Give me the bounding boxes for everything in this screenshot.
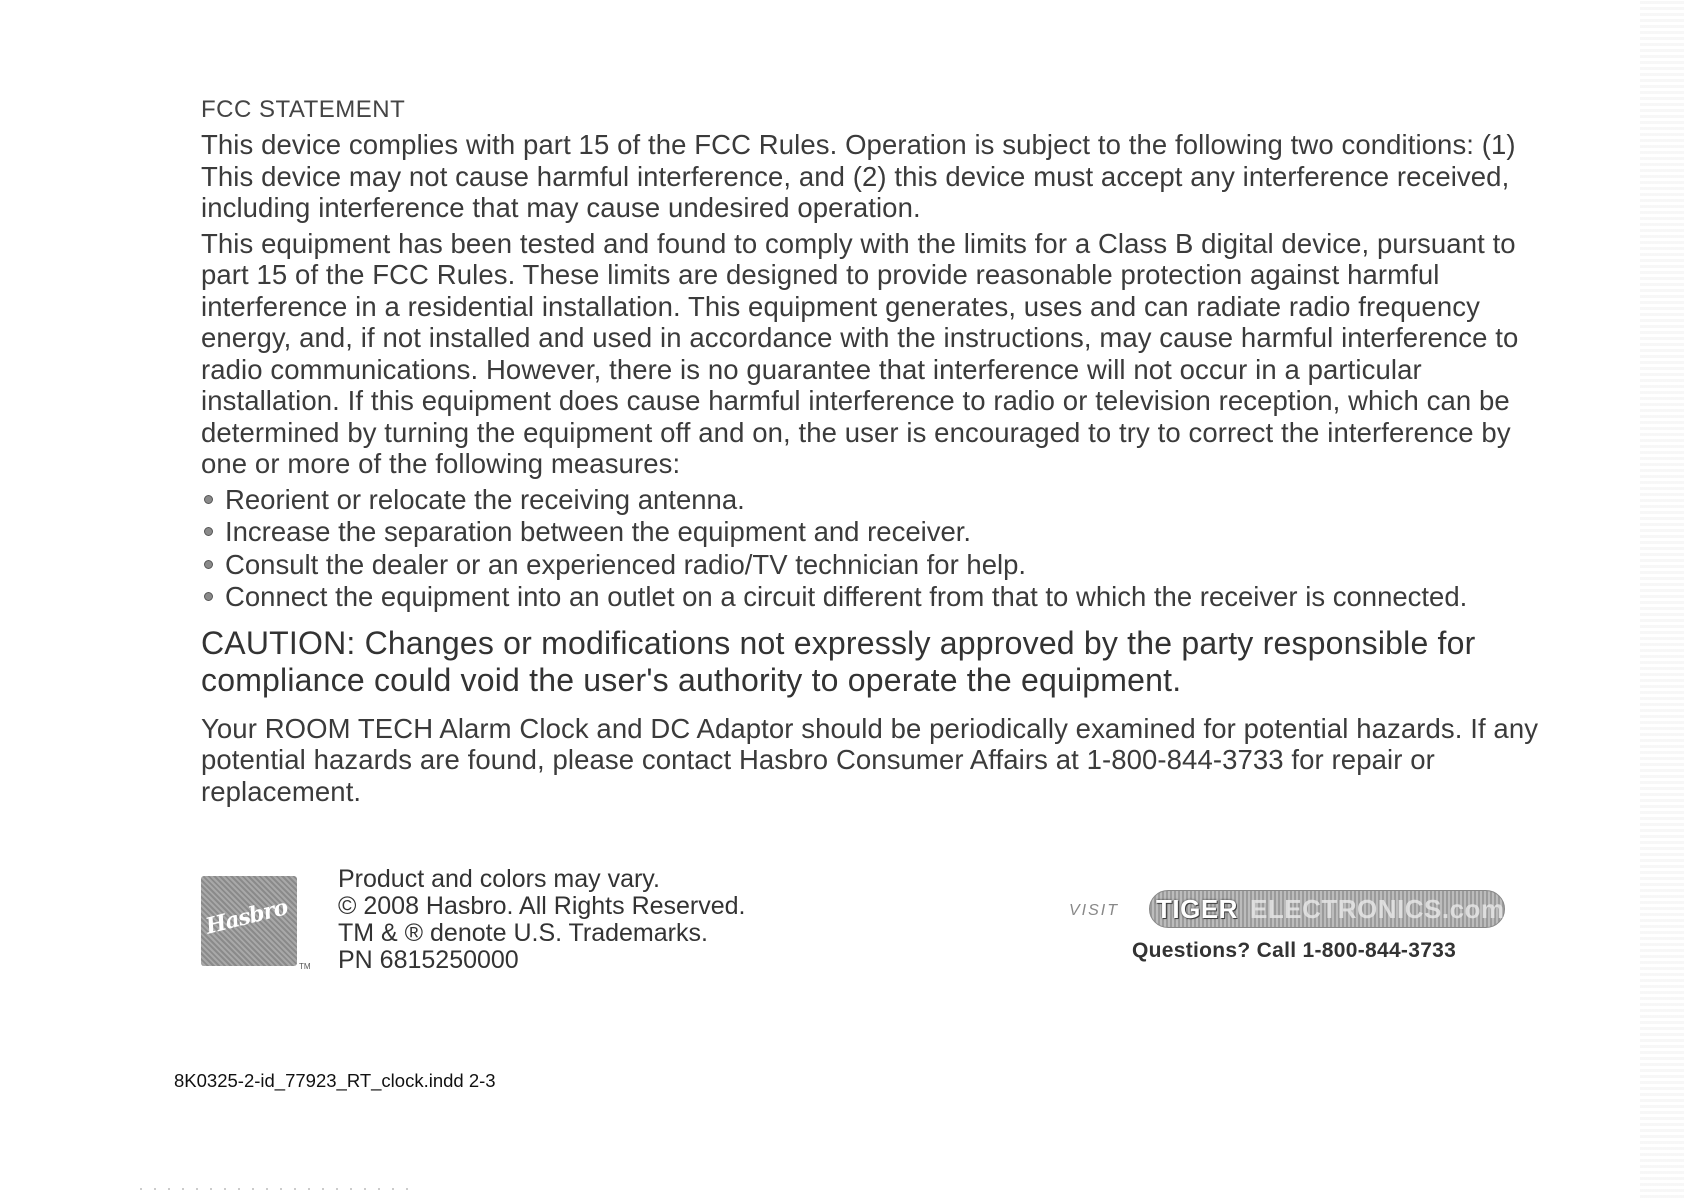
list-item bbox=[201, 549, 1541, 581]
footer bbox=[201, 866, 1541, 976]
class-b-paragraph: This equipment has been tested and found to comply with the limits for a Class B digital device, pursuant to part 15 of the FCC Rules. These limits are designed to provide reasonable protection against harmful interference in a residential installation. This equipment generates, uses and can radiate radio frequency energy, and, if not installed and used in accordance with the instructions, may cause harmful interference to radio communications. However, there is no guarantee that interference will not occur in a particular installation. If this equipment does cause harmful interference to radio or television reception, which can be determined by turning the equipment off and on, the user is encouraged to try to correct the interference by one or more of the following measures: bbox=[201, 227, 1519, 479]
fcc-statement bbox=[201, 96, 1541, 811]
bullet-icon bbox=[204, 527, 213, 536]
hazard-paragraph: Your ROOM TECH Alarm Clock and DC Adaptor should be periodically examined for potential hazards. If any potential hazards are found, please contact Hasbro Consumer Affairs at 1-800-844-3733 for repair or replacement. bbox=[201, 712, 1539, 807]
list-item bbox=[201, 484, 1541, 516]
product-line: © 2008 Hasbro. All Rights Reserved. bbox=[338, 892, 746, 920]
compliance-paragraph: This device complies with part 15 of the FCC Rules. Operation is subject to the following two conditions: (1) This device may not cause harmful interference, and (2) this device must accept any interference received, including interference that may cause undesired operation. bbox=[201, 129, 1516, 223]
bullet-icon bbox=[204, 560, 213, 569]
tiger-word: TIGER bbox=[1156, 894, 1238, 924]
list-item-text: Increase the separation between the equipment and receiver. bbox=[225, 516, 972, 547]
file-slug: 8K0325-2-id_77923_RT_clock.indd 2-3 bbox=[174, 1070, 496, 1091]
caution-notice: CAUTION: Changes or modifications not expressly approved by the party responsible for compliance could void the user's authority to operate the equipment. bbox=[201, 624, 1476, 698]
bullet-icon bbox=[204, 495, 213, 504]
logo-tm: TM bbox=[299, 962, 311, 971]
list-item-text: Reorient or relocate the receiving antenna. bbox=[225, 483, 745, 515]
product-line: PN 6815250000 bbox=[338, 946, 519, 974]
tiger-electronics-banner bbox=[1069, 890, 1509, 930]
list-item bbox=[201, 516, 1541, 548]
page-edge bbox=[1640, 0, 1684, 1198]
list-item bbox=[201, 581, 1541, 613]
list-item-text: Connect the equipment into an outlet on a circuit different from that to which the receiver is connected. bbox=[225, 581, 1468, 612]
product-line: Product and colors may vary. bbox=[338, 865, 660, 893]
bullet-icon bbox=[204, 592, 213, 601]
questions-phone: Questions? Call 1-800-844-3733 bbox=[1132, 939, 1457, 962]
logo-text: Hasbro bbox=[203, 894, 290, 940]
list-item-text: Consult the dealer or an experienced radio/TV technician for help. bbox=[225, 548, 1027, 580]
tiger-pill bbox=[1149, 890, 1505, 928]
product-line: TM & ® denote U.S. Trademarks. bbox=[338, 919, 708, 947]
hasbro-logo bbox=[201, 876, 297, 966]
measures-list bbox=[201, 484, 1541, 613]
product-info bbox=[338, 866, 746, 974]
visit-label: VISIT bbox=[1069, 902, 1120, 919]
bottom-dots bbox=[140, 1188, 420, 1190]
tiger-url: ELECTRONICS.com bbox=[1250, 894, 1505, 924]
fcc-heading: FCC STATEMENT bbox=[201, 96, 406, 123]
